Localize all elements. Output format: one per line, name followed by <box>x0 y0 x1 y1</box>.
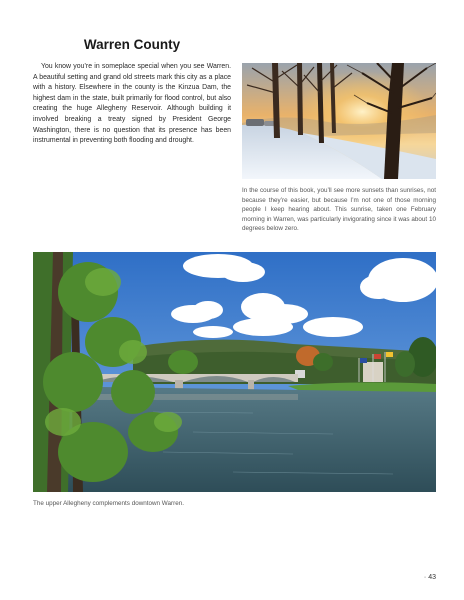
page-number-value: 43 <box>428 574 436 581</box>
page-number-bullet: · <box>423 574 429 581</box>
page-title: Warren County <box>83 37 181 52</box>
sunrise-photo <box>242 63 436 179</box>
river-caption: The upper Allegheny complements downtown Warren. <box>33 500 184 507</box>
sunrise-caption: In the course of this book, you’ll see more sunsets than sunrises, not because they’re easier, but because I’m not one of those morning people I keep hearing about. This sunrise, taken one February morning in Warren, was particularly invigorating since it was about 10 degrees below zero. <box>242 187 436 233</box>
page-number <box>424 574 436 581</box>
river-bridge-photo <box>33 252 436 492</box>
body-paragraph: You know you’re in someplace special when you see Warren. A beautiful setting and grand old streets mark this city as a place with a history. Elsewhere in the county is the Kinzua Dam, the highest dam in the state, built primarily for flood control, but also creating the huge Allegheny Reservoir. Although building it involved breaking a treaty signed by President George Washington, there is no question that its presence has been instrumental in preventing both flooding and drought. <box>33 63 231 145</box>
